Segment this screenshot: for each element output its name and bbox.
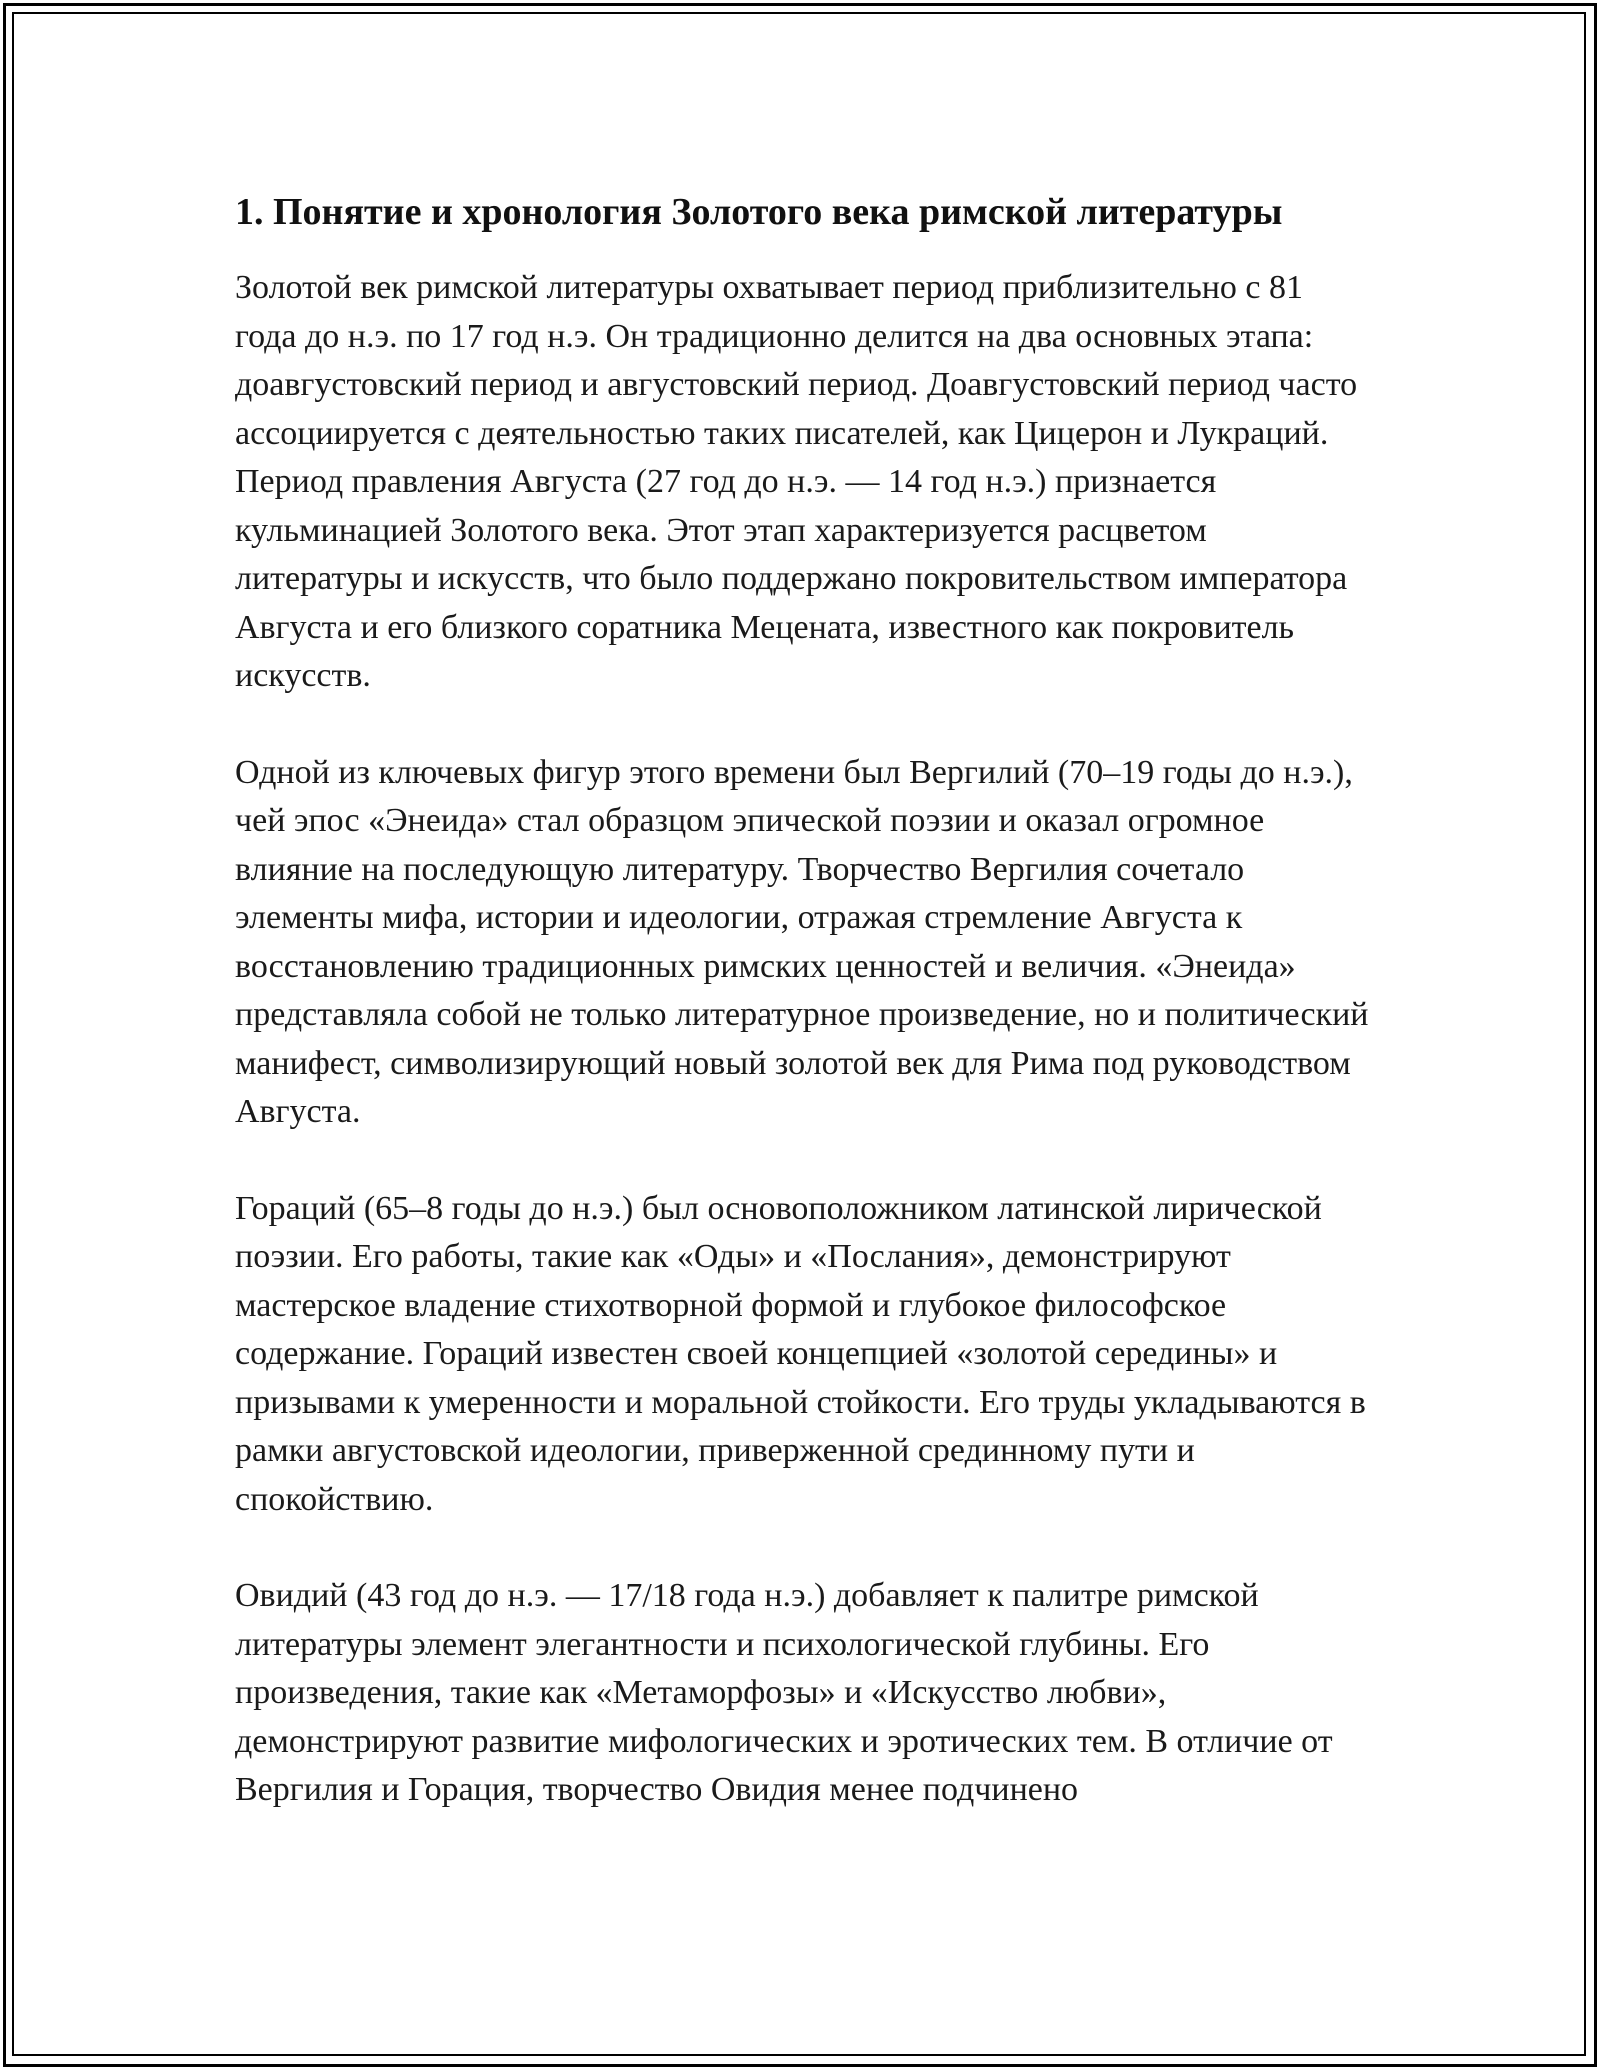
section-heading: 1. Понятие и хронология Золотого века римской литературы — [235, 191, 1283, 233]
document-body — [235, 186, 1370, 1863]
paragraph-vergil: Одной из ключевых фигур этого времени был Вергилий (70–19 годы до н.э.), чей эпос «Энеида» стал образцом эпической поэзии и оказал огромное влияние на последующую литературу. Творчество Вергилия сочетало элементы мифа, истории и идеологии, отражая стремление Августа к восстановлению традиционных римских ценностей и величия. «Энеида» представляла собой не только литературное произведение, но и политический манифест, символизирующий новый золотой век для Рима под руководством Августа. — [235, 753, 1369, 1130]
paragraph-ovid: Овидий (43 год до н.э. — 17/18 года н.э.) добавляет к палитре римской литературы элемент элегантности и психологической глубины. Его произведения, такие как «Метаморфозы» и «Искусство любви», демонстрируют развитие мифологических и эротических тем. В отличие от Вергилия и Горация, творчество Овидия менее подчинено — [235, 1577, 1333, 1808]
paragraph-horace: Гораций (65–8 годы до н.э.) был основоположником латинской лирической поэзии. Его работы, такие как «Оды» и «Послания», демонстрируют мастерское владение стихотворной формой и глубокое философское содержание. Гораций известен своей концепцией «золотой середины» и призывами к умеренности и моральной стойкости. Его труды укладываются в рамки августовской идеологии, приверженной срединному пути и спокойствию. — [235, 1189, 1366, 1518]
paragraph-chronology: Золотой век римской литературы охватывает период приблизительно с 81 года до н.э. по 17 год н.э. Он традиционно делится на два основных этапа: доавгустовский период и августовский период. Доавгустовский период часто ассоциируется с деятельностью таких писателей, как Цицерон и Лукраций. Период правления Августа (27 год до н.э. — 14 год н.э.) признается кульминацией Золотого века. Этот этап характеризуется расцветом литературы и искусств, что было поддержано покровительством императора Августа и его близкого соратника Мецената, известного как покровитель искусств. — [235, 269, 1358, 694]
